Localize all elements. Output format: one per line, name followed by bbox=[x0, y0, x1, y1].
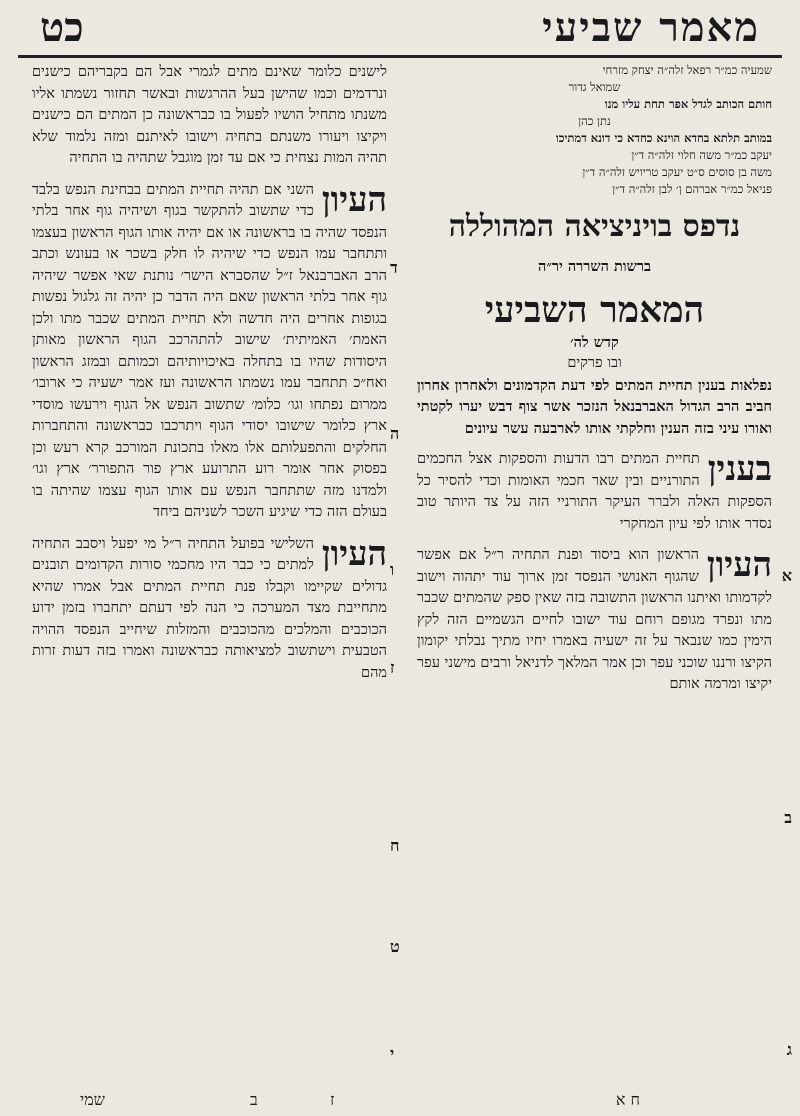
continuation-paragraph: לישנים כלומר שאינם מתים לגמרי אבל הם בקבריהם כישנים ונרדמים וכמו שהישן בעל ההרגשות ובאשר תחזור נשמתו אליו משנתו מתחיל הושיו לפעול בו כבראשונה כן המתים הם כישנים ויקיצו ויעורו משנתם בתחיה וישובו לאיתנם ומזה נלמוד שלא תהיה המות נצחית כי אם עד זמן מוגבל שתהיה בו התחיה bbox=[32, 64, 387, 166]
approbation-line: שמעיה כמ״ר רפאל זלה״ה יצחק מזרחי bbox=[602, 63, 772, 77]
approbation-line: במותב תלתא בחדא הוינא כחדא כי דונא דמתיכו bbox=[555, 131, 772, 145]
page-number: כט bbox=[40, 4, 84, 51]
approbation-block bbox=[417, 62, 772, 198]
margin-letter: ג bbox=[786, 1040, 792, 1059]
section-a-lead: בענין bbox=[707, 449, 772, 489]
running-title: מאמר שביעי bbox=[542, 4, 760, 51]
section-b-lead: העיון bbox=[706, 545, 772, 585]
authority-line: ברשות השררה יר״ה bbox=[538, 258, 651, 275]
right-column bbox=[417, 62, 772, 706]
footer-mark: ז bbox=[330, 1090, 335, 1109]
section-c bbox=[32, 180, 387, 524]
header-rule bbox=[18, 55, 782, 58]
margin-letter: ד bbox=[390, 258, 398, 277]
approbation-line: משה בן סוסים ס״ט יעקב טריויש זלה״ה ד״ן bbox=[582, 165, 772, 179]
main-title: המאמר השביעי bbox=[484, 288, 705, 331]
footer-mark: ב bbox=[250, 1090, 258, 1109]
margin-letter: ז bbox=[390, 658, 395, 677]
section-a-text: תחיית המתים רבו הדעות והספקות אצל החכמים התורניים ובין שאר חכמי האומות וכדי להסיר כל הספקות האלה ולברר העיקר התורניי הזה על צד היותר טוב נסדר אותו לפי עיון המחקרי bbox=[417, 451, 772, 532]
signature-mark-right: ח א bbox=[615, 1090, 640, 1109]
section-d-text: השלישי בפועל התחיה ר״ל מי יפעל ויסבב התחיה למתים כי כבר היו מחכמי סורות הקדומים תובנים גדולים שקיימו וקבלו פנת תחיית המתים אבל אמרו שהיא מתחייבת מצד המערכה כי הנה לפי דעתם יתחברו בזמן ידוע הכוכבים והמלכים מהכוכבים והמזלות שיחייב הנפסד ההויה הטבעית וישתשוב למציאותה כבראשונה ואמרו בזה דעות זרות מהם bbox=[32, 535, 387, 681]
left-column bbox=[32, 62, 387, 694]
section-d bbox=[32, 534, 387, 685]
margin-letter: ח bbox=[390, 836, 400, 855]
chapter-line: ובו פרקים bbox=[567, 355, 622, 371]
section-c-lead: העיון bbox=[321, 179, 387, 220]
approbation-line: חותם הכותב לגדל אפר תחת עליו מנו bbox=[604, 97, 772, 111]
page-footer bbox=[0, 1082, 800, 1110]
section-d-lead: העיון bbox=[321, 533, 387, 574]
print-line: נדפס בויניציאה המהוללה bbox=[448, 209, 741, 244]
margin-letter: ב bbox=[784, 808, 792, 827]
approbation-line: יעקב כמ״ר משה חלוי זלה״ה ד״ן bbox=[631, 148, 772, 162]
margin-letter: ו bbox=[390, 560, 395, 579]
section-b bbox=[417, 545, 772, 696]
running-header bbox=[10, 4, 790, 56]
intro-paragraph: נפלאות בענין תחיית המתים לפי דעת הקדמונים ולאחרון אחרון חביב הרב הגדול האברבנאל הנזכר אשר צוף דבש יערו לקטתי ואורו עיני בזה הענין וחלקתי אותו לארבעה עשר עיונים bbox=[417, 376, 772, 437]
signature-mark-left: שמי bbox=[80, 1090, 106, 1109]
section-c-text: השני אם תהיה תחיית המתים בבחינת הנפש בלבד כדי שתשוב להתקשר בגוף ושיהיה גוף אחר בלתי הנפסד שהיה בו בראשונה או אם יהיה אותו הגוף הראשון בעצמו ותתחבר עמו הנפש כדי שיהיה לו חלק בשכר או בעונש וכתב הרב האברבנאל ז״ל שהסברא הישר׳ נותנת שאי אפשר שיהיה גוף אחר בלתי הראשון שאם היה הדבר כן יהיה זה גלגול נפשות בגופות אחרים היה חדשה ולא תחיית המתים שכבר מתו ולכן האמת׳ האמיתית׳ שישוב להתהרכב הגוף הראשון מאותן היסודות שהיו בו בתחלה באיכויותיהם וכמותם ובמזג הראשון ואח״כ תתחבר עמו נשמתו הראשונה ועז אמר ישעיה כי ארובו׳ ממרום נפתחו וגו׳ כלומ׳ שתשוב הנפש אל הגוף וירעשו מוסדי ארץ כלומר שישובו יסודי הגוף ויתרכבו כבראשונה והתחברות החלקים והתפעלותם אלו מאלו בתכונת המורכב קרא רעש וכן בפסוק אחר אומר רוע התרועע ארץ פור התפורר׳ ארץ וגו׳ ולמדנו מזה שתתחבר הנפש עם אותו הגוף עצמו שהיתה בו בעולם הזה כדי שיגיע השכר לשניהם ביחד bbox=[32, 181, 387, 520]
margin-letter: ט bbox=[390, 937, 400, 956]
section-b-text: הראשון הוא ביסוד ופנת התחיה ר״ל אם אפשר שהגוף האנושי הנפסד זמן ארוך עוד יתהוה וישוב לקדמותו ואיתנו הראשון התשובה בזה שאין ספק שהמתים שכבר מתו ונפרד מגופם רוחם עוד ישובו לחיים הגשמיים הזה לקץ הימין כמו שנבאר על זה ישעיה באמרו יחיו מתיך נבלתי יקומון הקיצו ורננו שוכני עפר וכן אמר המלאך לדניאל ורבים מישני עפר יקיצו ומרמה אותם bbox=[417, 547, 772, 692]
margin-letter: ה bbox=[390, 424, 400, 443]
approbation-line: שמואל גדור bbox=[568, 80, 621, 94]
holy-line: קדש לה׳ bbox=[570, 333, 619, 351]
margin-letter: י bbox=[390, 1044, 395, 1063]
section-a bbox=[417, 449, 772, 535]
margin-letter: א bbox=[781, 566, 792, 585]
approbation-line: נתן כהן bbox=[578, 114, 611, 128]
approbation-line: פניאל כמ״ר אברהם ן׳ לבן זלה״ה ד״ן bbox=[612, 182, 772, 196]
